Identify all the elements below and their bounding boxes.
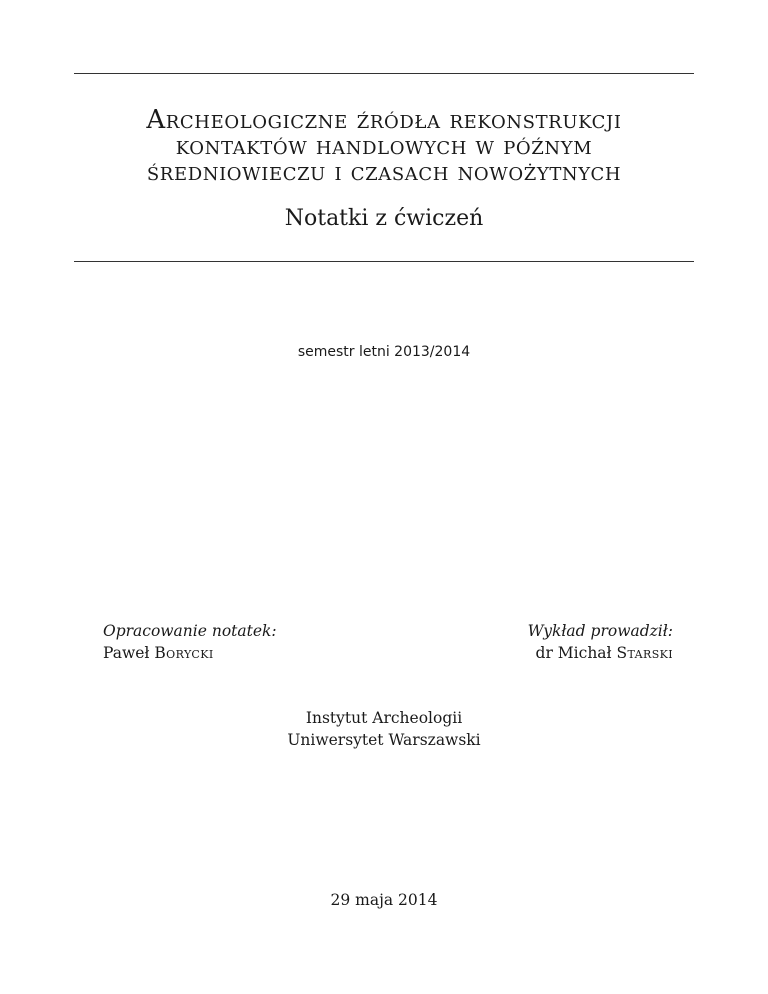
- institute-name: Instytut Archeologii: [305, 709, 463, 727]
- university-name: Uniwersytet Warszawski: [287, 731, 481, 749]
- lecturer-first-name: dr Michał: [535, 644, 612, 662]
- prepared-by-name: [103, 644, 214, 662]
- title-rule-top: [74, 73, 694, 74]
- lecturer-last-name: Starski: [616, 644, 673, 662]
- prepared-by-last-name: Borycki: [154, 644, 214, 662]
- title-line-3: średniowieczu i czasach nowożytnych: [146, 157, 622, 186]
- lecturer-block: [528, 620, 673, 664]
- institution-block: [0, 707, 768, 751]
- document-subtitle: Notatki z ćwiczeń: [284, 206, 484, 231]
- document-title: [40, 107, 728, 185]
- prepared-by-first-name: Paweł: [103, 644, 150, 662]
- title-line-2: kontaktów handlowych w późnym: [175, 131, 593, 160]
- lecturer-label: Wykład prowadził:: [527, 622, 673, 640]
- title-rule-bottom: [74, 261, 694, 262]
- semester-label: semestr letni 2013/2014: [297, 344, 471, 360]
- prepared-by-block: [103, 620, 277, 664]
- document-date: 29 maja 2014: [330, 891, 438, 909]
- prepared-by-label: Opracowanie notatek:: [103, 622, 277, 640]
- title-line-1: Archeologiczne źródła rekonstrukcji: [146, 105, 622, 135]
- lecturer-name: [536, 644, 673, 662]
